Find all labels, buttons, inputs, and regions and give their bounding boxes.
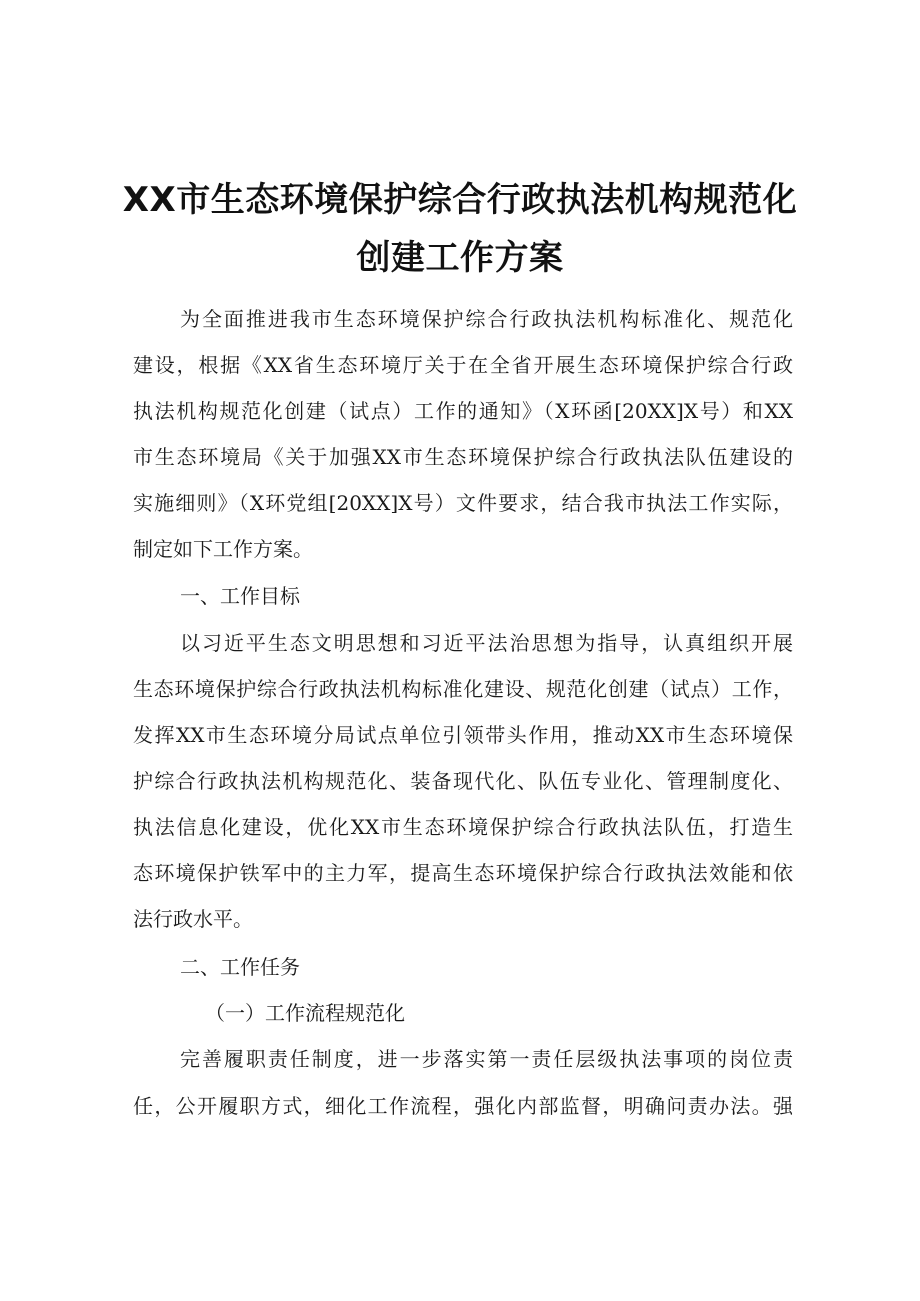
section-heading: 一、工作目标 <box>180 584 300 608</box>
paragraph-line: 完善履职责任制度，进一步落实第一责任层级执法事项的岗位责 <box>180 1047 793 1071</box>
section-heading: 二、工作任务 <box>180 955 300 979</box>
paragraph-line: 执法信息化建设，优化XX市生态环境保护综合行政执法队伍，打造生 <box>133 815 793 839</box>
paragraph-line: 任，公开履职方式，细化工作流程，强化内部监督，明确问责办法。强 <box>133 1094 793 1118</box>
paragraph-line: 市生态环境局《关于加强XX市生态环境保护综合行政执法队伍建设的 <box>133 445 793 469</box>
paragraph-line: 执法机构规范化创建（试点）工作的通知》（X环函[20XX]X号）和XX <box>133 399 793 423</box>
paragraph-line: 生态环境保护综合行政执法机构标准化建设、规范化创建（试点）工作， <box>133 677 793 701</box>
paragraph-line: 态环境保护铁军中的主力军，提高生态环境保护综合行政执法效能和依 <box>133 861 793 885</box>
paragraph-line: 为全面推进我市生态环境保护综合行政执法机构标准化、规范化 <box>180 307 793 331</box>
paragraph-line: 护综合行政执法机构规范化、装备现代化、队伍专业化、管理制度化、 <box>133 769 793 793</box>
paragraph-line: 制定如下工作方案。 <box>133 537 313 561</box>
paragraph-line: 发挥XX市生态环境分局试点单位引领带头作用，推动XX市生态环境保 <box>133 723 793 747</box>
paragraph-line: 建设，根据《XX省生态环境厅关于在全省开展生态环境保护综合行政 <box>133 353 793 377</box>
paragraph-line: 法行政水平。 <box>133 907 253 931</box>
document-title-line-1: XX市生态环境保护综合行政执法机构规范化 <box>122 180 798 220</box>
subsection-heading: （一）工作流程规范化 <box>205 1001 405 1025</box>
document-title-line-2: 创建工作方案 <box>356 238 564 278</box>
paragraph-line: 实施细则》（X环党组[20XX]X号）文件要求，结合我市执法工作实际， <box>133 491 793 515</box>
paragraph-line: 以习近平生态文明思想和习近平法治思想为指导，认真组织开展 <box>180 631 793 655</box>
